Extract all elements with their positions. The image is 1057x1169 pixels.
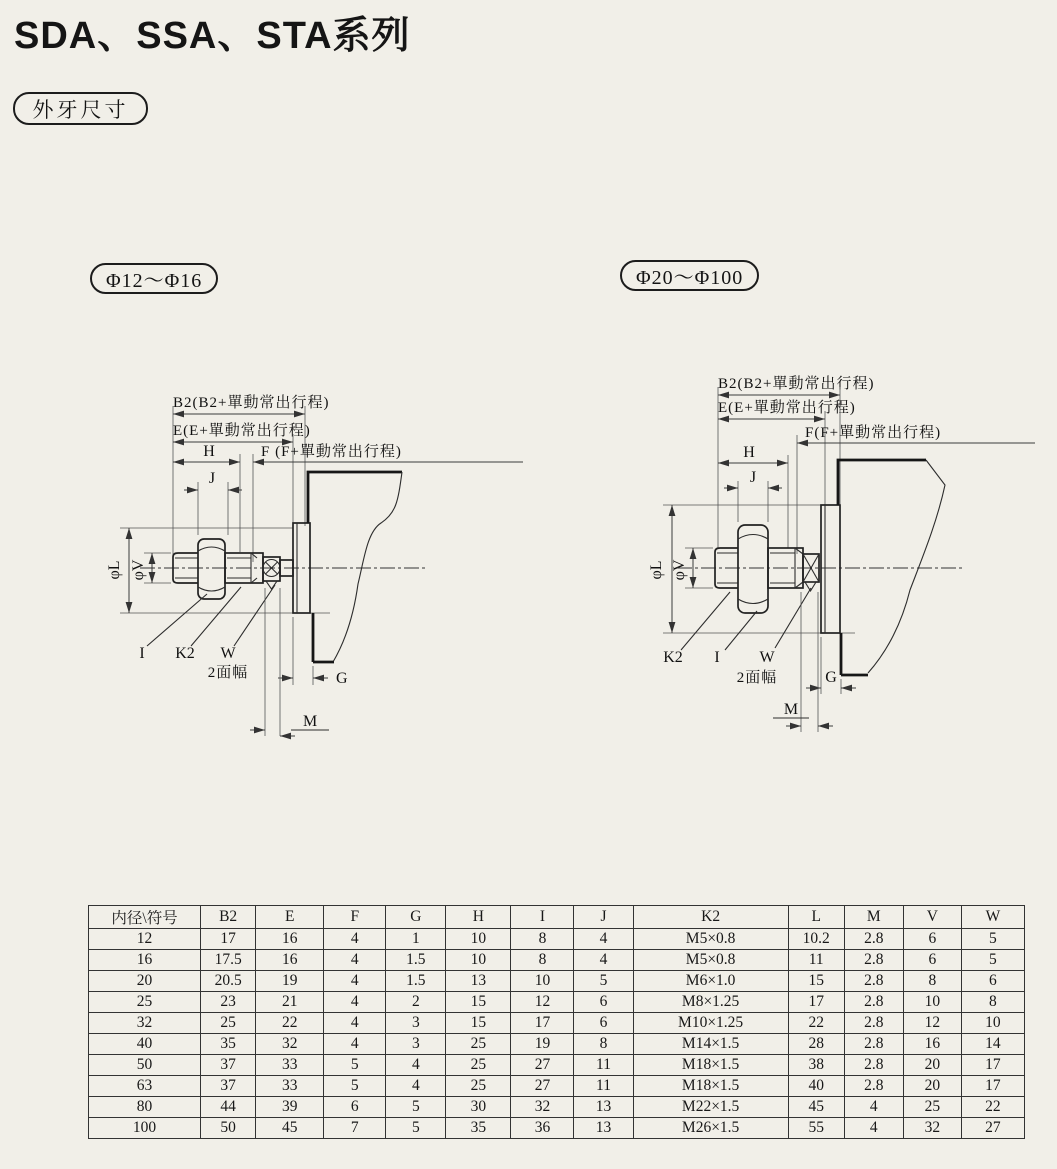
table-row [89, 971, 1025, 992]
dim-label-m: M [783, 701, 799, 718]
table-cell: 4 [324, 1013, 386, 1034]
table-cell: 27 [511, 1076, 574, 1097]
dim-label-b2: B2(B2+單動常出行程) [173, 395, 330, 411]
table-cell: 15 [446, 1013, 511, 1034]
table-cell: 17 [511, 1013, 574, 1034]
dim-label-e: E(E+單動常出行程) [718, 400, 856, 416]
table-cell: 22 [788, 1013, 844, 1034]
table-cell: 45 [788, 1097, 844, 1118]
dimension-m [773, 592, 833, 732]
table-cell: M14×1.5 [633, 1034, 788, 1055]
table-cell: 25 [446, 1055, 511, 1076]
dim-label-f: F(F+單動常出行程) [805, 425, 942, 441]
table-cell: M26×1.5 [633, 1118, 788, 1139]
table-cell: 2.8 [844, 929, 903, 950]
diagram-phi12-16 [85, 330, 535, 740]
dim-label-e: E(E+單動常出行程) [173, 423, 311, 439]
table-cell: 16 [903, 1034, 961, 1055]
range-label-phi20-100 [620, 260, 759, 291]
table-cell: 13 [446, 971, 511, 992]
table-cell: 15 [788, 971, 844, 992]
diagram-phi20-100 [615, 330, 1045, 740]
column-header: I [511, 906, 574, 929]
table-cell: 4 [844, 1118, 903, 1139]
table-cell: 25 [446, 1034, 511, 1055]
column-header: E [256, 906, 324, 929]
dim-label-phi-l: φL [648, 560, 665, 580]
table-cell: 38 [788, 1055, 844, 1076]
table-cell: 4 [324, 971, 386, 992]
table-cell: 8 [574, 1034, 633, 1055]
table-cell: 11 [574, 1076, 633, 1097]
table-cell: 23 [201, 992, 256, 1013]
table-cell: 2.8 [844, 1034, 903, 1055]
table-cell: 25 [201, 1013, 256, 1034]
column-header: M [844, 906, 903, 929]
table-cell: 16 [256, 950, 324, 971]
table-cell: 5 [386, 1097, 446, 1118]
dimension-g [806, 637, 856, 694]
table-cell: 1.5 [386, 950, 446, 971]
leader-label-k2: K2 [175, 645, 195, 662]
diameter-dimensions [106, 528, 330, 613]
table-cell: 14 [961, 1034, 1024, 1055]
table-cell: 37 [201, 1055, 256, 1076]
table-cell: 35 [201, 1034, 256, 1055]
table-cell: 5 [574, 971, 633, 992]
dim-label-phi-l: φL [106, 560, 123, 580]
table-cell: 6 [574, 992, 633, 1013]
table-cell: M6×1.0 [633, 971, 788, 992]
table-cell: 7 [324, 1118, 386, 1139]
table-cell: 8 [961, 992, 1024, 1013]
table-cell: 2.8 [844, 992, 903, 1013]
table-cell: 4 [386, 1076, 446, 1097]
dim-label-phi-v: φV [130, 559, 147, 581]
table-cell: 11 [788, 950, 844, 971]
mount-flange [821, 505, 840, 633]
table-cell: 40 [788, 1076, 844, 1097]
table-cell: 32 [511, 1097, 574, 1118]
table-cell: 1 [386, 929, 446, 950]
table-cell: 17 [961, 1076, 1024, 1097]
table-cell: 4 [324, 929, 386, 950]
table-cell: 12 [89, 929, 201, 950]
dimension-table [88, 905, 1025, 1139]
table-cell: 19 [511, 1034, 574, 1055]
table-row [89, 1097, 1025, 1118]
table-header-row [89, 906, 1025, 929]
table-cell: 10 [511, 971, 574, 992]
table-cell: 4 [574, 950, 633, 971]
table-cell: 36 [511, 1118, 574, 1139]
table-cell: 4 [324, 950, 386, 971]
table-cell: 20 [903, 1076, 961, 1097]
table-cell: 17 [788, 992, 844, 1013]
table-cell: 22 [256, 1013, 324, 1034]
table-row [89, 950, 1025, 971]
table-cell: 8 [511, 929, 574, 950]
table-cell: 27 [961, 1118, 1024, 1139]
table-cell: 11 [574, 1055, 633, 1076]
page-title: SDA、SSA、STA系列 [14, 15, 411, 57]
leader-label-i: I [714, 649, 720, 666]
table-cell: 32 [89, 1013, 201, 1034]
table-cell: 44 [201, 1097, 256, 1118]
range-label-text: Φ20～Φ100 [636, 267, 744, 289]
table-row [89, 1076, 1025, 1097]
dim-label-f: F (F+單動常出行程) [261, 444, 402, 460]
table-cell: 21 [256, 992, 324, 1013]
range-label-phi12-16 [90, 263, 218, 294]
table-cell: M5×0.8 [633, 929, 788, 950]
table-cell: 13 [574, 1097, 633, 1118]
table-cell: 10 [446, 950, 511, 971]
table-cell: 100 [89, 1118, 201, 1139]
table-cell: 6 [961, 971, 1024, 992]
dim-label-h: H [743, 444, 755, 461]
column-header: K2 [633, 906, 788, 929]
table-cell: 3 [386, 1034, 446, 1055]
section-label [13, 92, 148, 125]
table-cell: 8 [511, 950, 574, 971]
table-cell: 2.8 [844, 1055, 903, 1076]
table-cell: M10×1.25 [633, 1013, 788, 1034]
table-cell: 35 [446, 1118, 511, 1139]
table-cell: 10 [961, 1013, 1024, 1034]
table-cell: 25 [446, 1076, 511, 1097]
table-cell: 6 [324, 1097, 386, 1118]
table-cell: 17 [961, 1055, 1024, 1076]
table-cell: 5 [324, 1055, 386, 1076]
table-cell: 80 [89, 1097, 201, 1118]
table-cell: 20.5 [201, 971, 256, 992]
column-header: L [788, 906, 844, 929]
dim-label-j: J [208, 470, 216, 487]
table-row [89, 1055, 1025, 1076]
table-cell: 8 [903, 971, 961, 992]
table-cell: 4 [324, 1034, 386, 1055]
table-cell: 6 [903, 929, 961, 950]
table-cell: 16 [89, 950, 201, 971]
table-cell: 17 [201, 929, 256, 950]
column-header: V [903, 906, 961, 929]
table-cell: 50 [89, 1055, 201, 1076]
column-header: G [386, 906, 446, 929]
leader-label-w: W [220, 645, 236, 662]
dim-label-g: G [825, 669, 837, 686]
leader-label-i: I [139, 645, 145, 662]
table-cell: 20 [89, 971, 201, 992]
table-cell: 20 [903, 1055, 961, 1076]
table-cell: 50 [201, 1118, 256, 1139]
table-cell: 1.5 [386, 971, 446, 992]
table-cell: 10.2 [788, 929, 844, 950]
cylinder-body [308, 472, 402, 662]
table-row [89, 929, 1025, 950]
table-cell: 27 [511, 1055, 574, 1076]
rod-end-drawing [715, 505, 840, 633]
column-header: 内径\符号 [89, 906, 201, 929]
table-cell: 10 [903, 992, 961, 1013]
table-cell: 5 [324, 1076, 386, 1097]
table-cell: 6 [574, 1013, 633, 1034]
table-cell: 16 [256, 929, 324, 950]
table-cell: 33 [256, 1076, 324, 1097]
label-two-flats: 2面幅 [207, 665, 249, 681]
table-cell: 25 [89, 992, 201, 1013]
dimension-lines [173, 394, 523, 562]
table-cell: 6 [903, 950, 961, 971]
table-cell: 40 [89, 1034, 201, 1055]
column-header: J [574, 906, 633, 929]
table-cell: 10 [446, 929, 511, 950]
range-label-text: Φ12～Φ16 [106, 270, 203, 292]
column-header: B2 [201, 906, 256, 929]
table-cell: 5 [386, 1118, 446, 1139]
table-cell: 5 [961, 929, 1024, 950]
dim-label-h: H [203, 443, 215, 460]
table-row [89, 1034, 1025, 1055]
table-cell: 2.8 [844, 1013, 903, 1034]
table-cell: 12 [903, 1013, 961, 1034]
table-cell: M18×1.5 [633, 1076, 788, 1097]
table-cell: 63 [89, 1076, 201, 1097]
table-cell: 45 [256, 1118, 324, 1139]
table-cell: 17.5 [201, 950, 256, 971]
table-cell: 4 [324, 992, 386, 1013]
table-cell: M22×1.5 [633, 1097, 788, 1118]
table-cell: M18×1.5 [633, 1055, 788, 1076]
table-cell: 25 [903, 1097, 961, 1118]
table-cell: M8×1.25 [633, 992, 788, 1013]
leader-label-k2: K2 [663, 649, 683, 666]
table-cell: 33 [256, 1055, 324, 1076]
dim-label-j: J [749, 469, 757, 486]
table-row [89, 1013, 1025, 1034]
table-cell: 15 [446, 992, 511, 1013]
table-cell: 55 [788, 1118, 844, 1139]
table-cell: 22 [961, 1097, 1024, 1118]
table-cell: 19 [256, 971, 324, 992]
table-cell: 32 [903, 1118, 961, 1139]
dim-label-m: M [303, 713, 318, 730]
leader-labels [663, 588, 811, 686]
table-cell: M5×0.8 [633, 950, 788, 971]
dim-label-phi-v: φV [671, 559, 688, 581]
table-cell: 4 [386, 1055, 446, 1076]
table-cell: 28 [788, 1034, 844, 1055]
table-cell: 3 [386, 1013, 446, 1034]
table-cell: 4 [574, 929, 633, 950]
table-cell: 30 [446, 1097, 511, 1118]
table-row [89, 1118, 1025, 1139]
table-row [89, 992, 1025, 1013]
table-cell: 2.8 [844, 971, 903, 992]
table-cell: 37 [201, 1076, 256, 1097]
label-two-flats: 2面幅 [736, 670, 778, 686]
table-cell: 2.8 [844, 1076, 903, 1097]
section-label-text: 外牙尺寸 [32, 97, 129, 122]
column-header: W [961, 906, 1024, 929]
table-cell: 2.8 [844, 950, 903, 971]
column-header: F [324, 906, 386, 929]
table-cell: 5 [961, 950, 1024, 971]
dim-label-g: G [336, 670, 348, 687]
dim-label-b2: B2(B2+單動常出行程) [718, 376, 875, 392]
table-cell: 2 [386, 992, 446, 1013]
table-cell: 32 [256, 1034, 324, 1055]
table-cell: 4 [844, 1097, 903, 1118]
column-header: H [446, 906, 511, 929]
leader-label-w: W [759, 649, 775, 666]
table-cell: 13 [574, 1118, 633, 1139]
table-cell: 39 [256, 1097, 324, 1118]
table-cell: 12 [511, 992, 574, 1013]
